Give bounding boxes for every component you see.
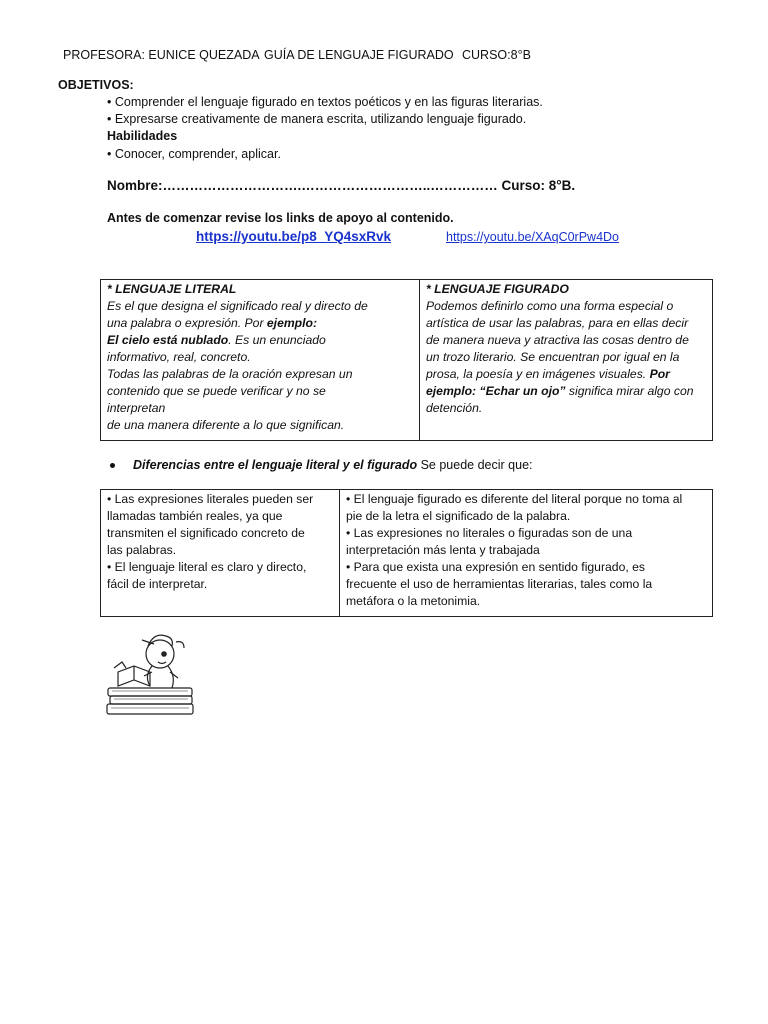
literal-example: El cielo está nublado <box>107 333 229 347</box>
figurative-example: ejemplo: “Echar un ojo” <box>426 384 566 398</box>
literal-line: de una manera diferente a lo que significan. <box>107 418 345 432</box>
literal-line: Todas las palabras de la oración expresan un <box>107 367 353 381</box>
reading-character-illustration-icon <box>104 632 196 718</box>
figurative-difference-line: frecuente el uso de herramientas literarias, tales como la <box>346 577 653 591</box>
figurative-line: detención. <box>426 401 483 415</box>
literal-example-label: ejemplo: <box>266 316 318 330</box>
objective-item-1: • Comprender el lenguaje figurado en textos poéticos y en las figuras literarias. <box>107 95 543 109</box>
skills-item: • Conocer, comprender, aplicar. <box>107 147 281 161</box>
literal-difference-line: • El lenguaje literal es claro y directo, <box>107 560 307 574</box>
literal-difference-line: fácil de interpretar. <box>107 577 208 591</box>
figurative-line: prosa, la poesía y en imágenes visuales. <box>426 367 650 381</box>
figurative-difference-line: interpretación más lenta y trabajada <box>346 543 540 557</box>
literal-differences-cell <box>101 490 340 617</box>
header-teacher: PROFESORA: EUNICE QUEZADA <box>63 48 260 62</box>
literal-difference-line: llamadas también reales, ya que <box>107 509 283 523</box>
literal-line: contenido que se puede verificar y no se <box>107 384 326 398</box>
literal-line: informativo, real, concreto. <box>107 350 251 364</box>
literal-line: una palabra o expresión. Por <box>107 316 267 330</box>
differences-intro: Se puede decir que: <box>417 458 533 472</box>
figurative-example-label: Por <box>649 367 670 381</box>
literal-language-cell <box>101 280 420 441</box>
differences-heading-row <box>110 458 533 472</box>
figurative-difference-line: pie de la letra el significado de la palabra. <box>346 509 571 523</box>
figurative-line: Podemos definirlo como una forma especial o <box>426 299 674 313</box>
figurative-language-cell <box>420 280 713 441</box>
figurative-difference-line: metáfora o la metonimia. <box>346 594 481 608</box>
objectives-title: OBJETIVOS: <box>58 78 134 92</box>
literal-line: . Es un enunciado <box>228 333 326 347</box>
figurative-line: significa mirar algo con <box>565 384 694 398</box>
figurative-difference-line: • Para que exista una expresión en sentido figurado, es <box>346 560 645 574</box>
skills-title: Habilidades <box>107 129 178 143</box>
literal-line: Es el que designa el significado real y directo de <box>107 299 368 313</box>
figurative-line: un trozo literario. Se encuentran por igual en la <box>426 350 680 364</box>
figurative-differences-cell <box>340 490 713 617</box>
literal-title: * LENGUAJE LITERAL <box>107 282 237 296</box>
figurative-line: artística de usar las palabras, para en ellas decir <box>426 316 689 330</box>
differences-heading: Diferencias entre el lenguaje literal y el figurado <box>133 458 418 472</box>
language-definitions-table <box>100 279 713 441</box>
literal-difference-line: transmiten el significado concreto de <box>107 526 305 540</box>
student-name-line: Nombre:………………………….………………………..…………… Curso: 8°B. <box>107 178 576 193</box>
figurative-title: * LENGUAJE FIGURADO <box>426 282 569 296</box>
figurative-difference-line: • El lenguaje figurado es diferente del literal porque no toma al <box>346 492 683 506</box>
header-course: CURSO:8°B <box>462 48 531 62</box>
figurative-line: de manera nueva y atractiva las cosas dentro de <box>426 333 689 347</box>
literal-line: interpretan <box>107 401 166 415</box>
objective-item-2: • Expresarse creativamente de manera escrita, utilizando lenguaje figurado. <box>107 112 527 126</box>
differences-table <box>100 489 713 617</box>
bullet-icon <box>110 463 115 468</box>
links-intro: Antes de comenzar revise los links de apoyo al contenido. <box>107 211 454 225</box>
header-guide-title: GUÍA DE LENGUAJE FIGURADO <box>264 48 454 62</box>
literal-difference-line: • Las expresiones literales pueden ser <box>107 492 314 506</box>
figurative-difference-line: • Las expresiones no literales o figuradas son de una <box>346 526 633 540</box>
support-link-1[interactable]: https://youtu.be/p8_YQ4sxRvk <box>196 229 392 244</box>
literal-difference-line: las palabras. <box>107 543 177 557</box>
support-link-2[interactable]: https://youtu.be/XAqC0rPw4Do <box>446 230 620 244</box>
